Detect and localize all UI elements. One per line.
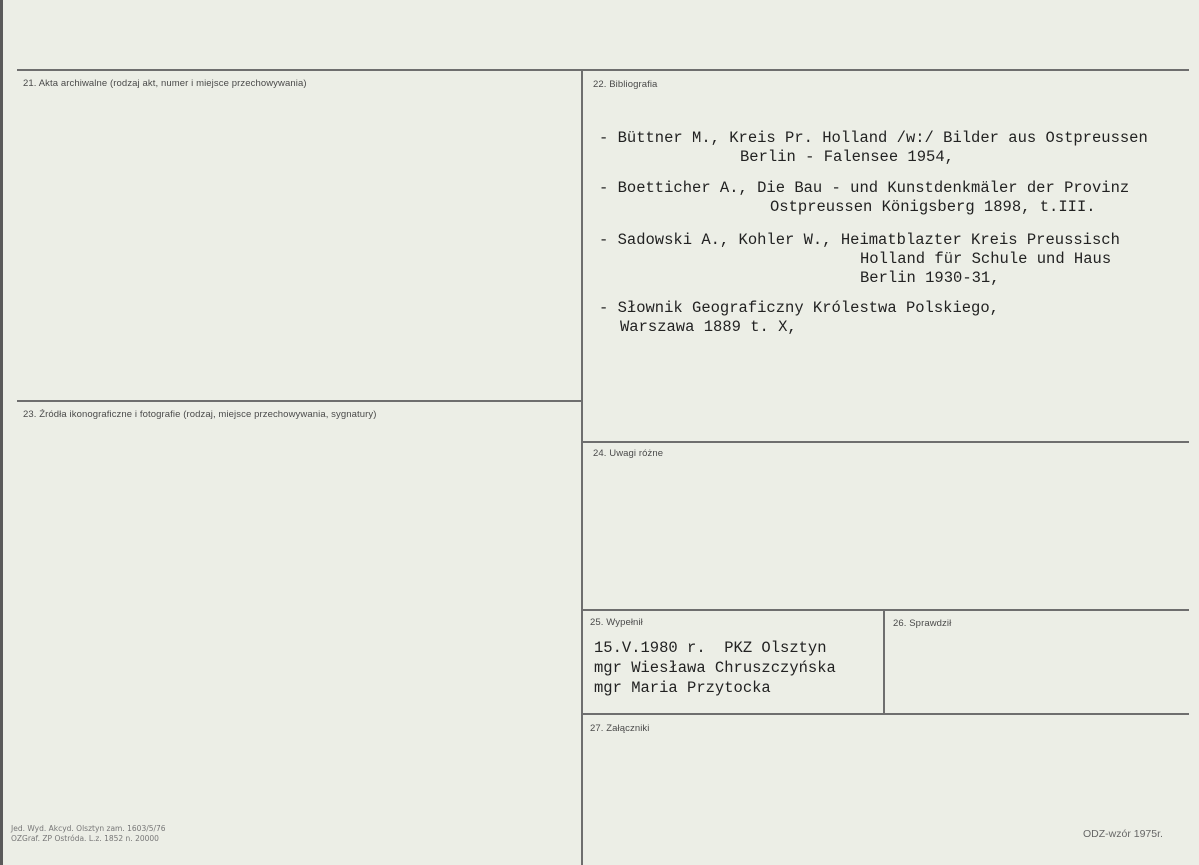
field-27-label: 27. Załączniki xyxy=(590,723,650,734)
field-26-label: 26. Sprawdził xyxy=(893,618,952,629)
filled-by-name-1: mgr Wiesława Chruszczyńska xyxy=(594,659,836,677)
top-rule xyxy=(17,69,1189,71)
field-21-label: 21. Akta archiwalne (rodzaj akt, numer i miejsce przechowywania) xyxy=(23,78,307,89)
bib-entry-1-line-2: Berlin - Falensee 1954, xyxy=(740,148,954,166)
field-22-label: 22. Bibliografia xyxy=(593,79,658,90)
bib-entry-4-line-1: - Słownik Geograficzny Królestwa Polskiego, xyxy=(599,299,999,317)
filled-by-name-2: mgr Maria Przytocka xyxy=(594,679,771,697)
bib-entry-3-line-2: Holland für Schule und Haus xyxy=(860,250,1112,268)
rule-25-26 xyxy=(883,610,885,714)
field-23-label: 23. Źródła ikonograficzne i fotografie (rodzaj, miejsce przechowywania, sygnatury) xyxy=(23,409,377,420)
bib-entry-3-line-1: - Sadowski A., Kohler W., Heimatblazter Kreis Preussisch xyxy=(599,231,1120,249)
rule-21-23 xyxy=(17,400,582,402)
field-25-label: 25. Wypełnił xyxy=(590,617,643,628)
form-code: ODZ-wzór 1975r. xyxy=(1083,828,1163,840)
rule-24-25 xyxy=(583,609,1189,611)
bib-entry-2-line-2: Ostpreussen Königsberg 1898, t.III. xyxy=(770,198,1096,216)
bib-entry-1-line-1: - Büttner M., Kreis Pr. Holland /w:/ Bilder aus Ostpreussen xyxy=(599,129,1148,147)
field-24-label: 24. Uwagi różne xyxy=(593,448,664,459)
bib-entry-4-line-2: Warszawa 1889 t. X, xyxy=(620,318,797,336)
rule-25-27 xyxy=(583,713,1189,715)
bib-entry-3-line-3: Berlin 1930-31, xyxy=(860,269,1000,287)
printer-info-line-2: OZGraf. ZP Ostróda. L.z. 1852 n. 20000 xyxy=(11,834,159,843)
filled-by-date-line: 15.V.1980 r. PKZ Olsztyn xyxy=(594,639,827,657)
rule-22-24 xyxy=(583,441,1189,443)
center-rule xyxy=(581,70,583,865)
bib-entry-2-line-1: - Boetticher A., Die Bau - und Kunstdenkmäler der Provinz xyxy=(599,179,1130,197)
printer-info-line-1: Jed. Wyd. Akcyd. Olsztyn zam. 1603/5/76 xyxy=(11,824,166,833)
